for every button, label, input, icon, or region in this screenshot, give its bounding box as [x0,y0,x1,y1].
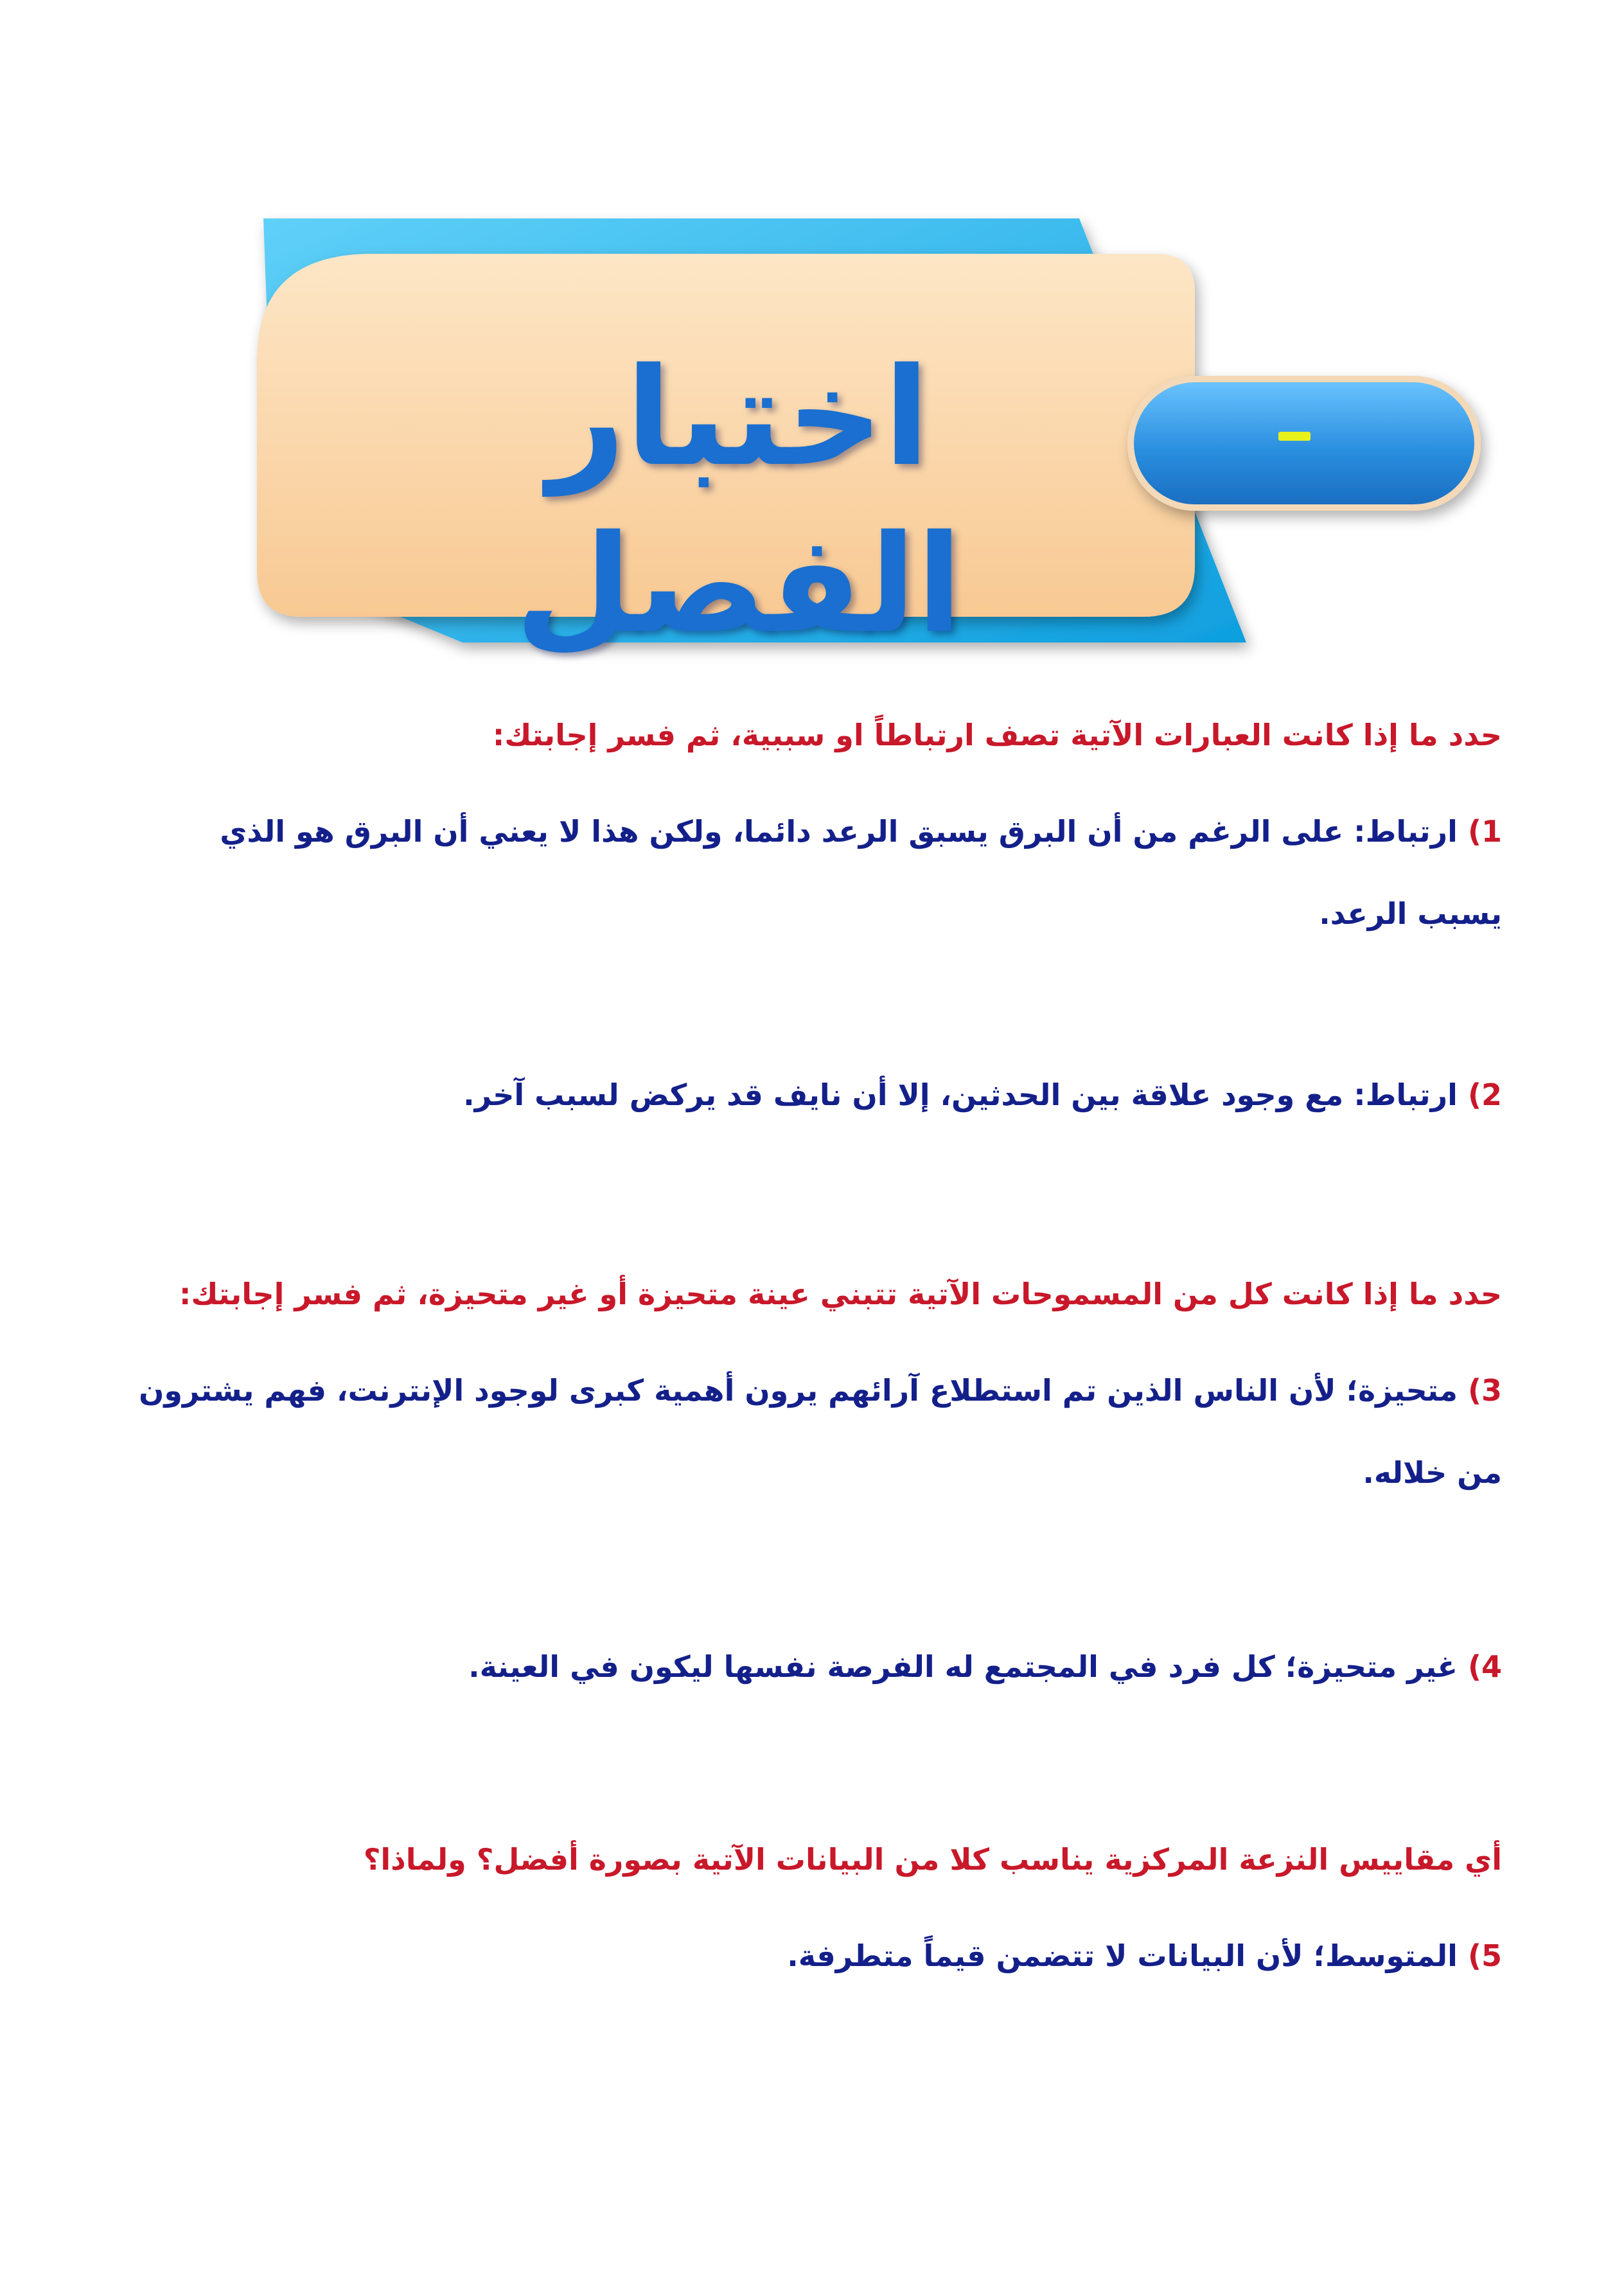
answer-5 [127,1915,1502,1997]
answer-3-text: متحيزة؛ لأن الناس الذين تم استطلاع آرائهم يرون أهمية كبرى لوجود الإنترنت، فهم يشترون من خلاله. [139,1373,1502,1490]
answer-2-text: ارتباط: مع وجود علاقة بين الحدثين، إلا أن نايف قد يركض لسبب آخر. [463,1077,1458,1112]
answer-5-number: 5) [1467,1938,1502,1973]
banner-pill [1131,379,1478,508]
answer-4-number: 4) [1467,1649,1502,1684]
answer-1 [127,790,1502,955]
answer-2 [127,1054,1502,1136]
page-title: اختبار الفصل [515,339,963,663]
answer-4 [127,1626,1502,1708]
section-2-instruction: حدد ما إذا كانت كل من المسموحات الآتية تتبني عينة متحيزة أو غير متحيزة، ثم فسر إجابتك: [179,1277,1502,1311]
banner-dash-mark [1278,432,1311,441]
section-3-instruction: أي مقاييس النزعة المركزية يناسب كلا من البيانات الآتية بصورة أفضل؟ ولماذا؟ [363,1842,1502,1877]
answer-1-text: ارتباط: على الرغم من أن البرق يسبق الرعد دائما، ولكن هذا لا يعني أن البرق هو الذي يسبب الرعد. [220,814,1502,931]
answer-5-text: المتوسط؛ لأن البيانات لا تتضمن قيماً متطرفة. [787,1938,1458,1973]
answer-1-number: 1) [1467,814,1502,849]
answer-3 [127,1349,1502,1514]
answer-3-number: 3) [1467,1373,1502,1408]
answer-4-text: غير متحيزة؛ كل فرد في المجتمع له الفرصة نفسها ليكون في العينة. [468,1649,1458,1684]
answer-2-number: 2) [1467,1077,1502,1112]
section-1-instruction: حدد ما إذا كانت العبارات الآتية تصف ارتباطاً او سببية، ثم فسر إجابتك: [492,718,1502,752]
